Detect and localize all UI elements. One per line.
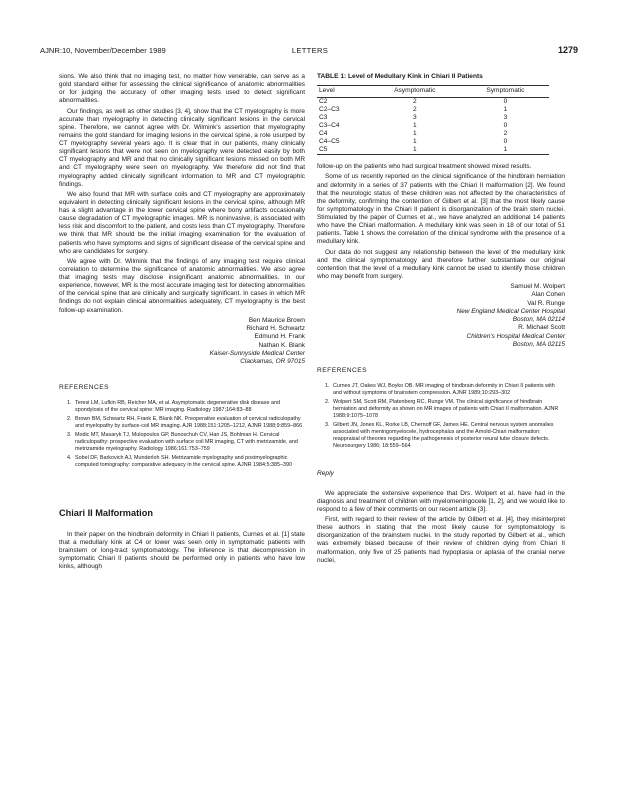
author-name: Val R. Runge — [527, 299, 565, 307]
table-cell: 1 — [462, 146, 549, 155]
table-row — [317, 98, 549, 107]
kink-level-table — [317, 85, 549, 155]
table-caption: TABLE 1: Level of Medullary Kink in Chiari II Patients — [317, 73, 483, 80]
section-title: Chiari II Malformation — [59, 507, 153, 518]
reference-item: 3. Modic MT, Masaryk TJ, Mulopoulos GP, Bunoschuh CV, Han JS, Bohlman H. Cervical radiculopathy: prospective evaluation with surface coil MR imaging, CT with metrizamide, and metrizamide myelography. Radiology 1986;161:753–759 — [73, 432, 305, 453]
body-paragraph: follow-up on the patients who had surgical treatment showed mixed results. — [317, 163, 532, 171]
table-header: Symptomatic — [462, 86, 549, 98]
body-paragraph: Our data do not suggest any relationship between the level of the medullary kink and the clinical symptomatology and therefore further substantiate our original contention that the level of a medullary kink cannot be used to identify those children who may benefit from surgery. — [317, 248, 565, 280]
table-row — [317, 106, 549, 114]
table-header: Level — [317, 86, 368, 98]
body-paragraph: First, with regard to their review of the article by Gilbert et al. [4], they misinterpret these authors in stating that the most likely cause for symptomatology is disorganization of the brainstem nuclei. In the study reported by Gilbert et al., which was extremely biased because of their review of children dying from Chiari II malformation, only five of 25 patients had hypoplasia or aplasia of the cranial nerve nuclei, — [317, 516, 565, 564]
table-cell: 0 — [503, 122, 508, 130]
table-cell: C4–C5 — [319, 138, 340, 146]
running-header-journal: AJNR:10, November/December 1989 — [40, 46, 166, 55]
author-institution: New England Medical Center Hospital — [456, 307, 565, 315]
table-header: Asymptomatic — [368, 86, 462, 98]
table-row — [317, 130, 549, 138]
author-location: Clackamas, OR 97015 — [240, 358, 305, 366]
table-cell: 2 — [412, 106, 417, 114]
references-heading: REFERENCES — [59, 384, 110, 392]
author-institution: Kaiser-Sunnyside Medical Center — [209, 349, 305, 357]
author-name: Alan Cohen — [531, 291, 565, 299]
author-name: Nathan K. Blank — [258, 341, 305, 349]
table-cell: 1 — [412, 122, 417, 130]
table-cell: C2–C3 — [319, 106, 340, 114]
body-paragraph: Our findings, as well as other studies [3, 4], show that the CT myelography is more accurate than myelography in detecting clinically significant lesions in the cervical spine. Therefore, we cannot agree with Dr. Wilmink's assertion that myelography remains the gold standard for imaging lesions in the cervical spine, a role usurped by CT myelography several years ago. It is clear that in our patients, many clinically significant lesions that were not seen on myelography were detected easily by both CT myelography and MR and that no clinically significant lesions missed on both MR and CT myelography were seen on myelography. We therefore did not find that myelography added clinically significant information to MR and CT myelographic findings. — [59, 107, 305, 188]
table-cell: 0 — [503, 98, 508, 106]
author-institution: Children's Hospital Medical Center — [466, 332, 565, 340]
table-row — [317, 146, 549, 155]
reply-label: Reply — [317, 469, 334, 477]
body-paragraph: We also found that MR with surface coils and CT myelography are approximately equivalent in detecting clinically significant lesions in the cervical spine, although MR has a slight advantage in the lower cervical spine where bony artifacts occasionally cause degradation of CT myelographic images. MR is noninvasive, is associated with less risk and discomfort to the patient, and costs less than CT myelography. Therefore we think that MR should be the initial imaging examination for the evaluation of patients who have symptoms and signs of significant disease of the cervical spine and who are candidates for surgery. — [59, 190, 305, 255]
reference-item: 1. Teresi LM, Lufkin RB, Reicher MA, et al. Asymptomatic degenerative disk disease and spondylosis of the cervical spine: MR imaging. Radiology 1987;164:83–88 — [73, 400, 305, 414]
body-paragraph: Some of us recently reported on the clinical significance of the hindbrain herniation and deformity in a series of 37 patients with the Chiari II malformation [2]. We found that the neurologic status of these children was not affected by the characteristics of the deformity, confirming the contention of Gilbert et al. [3] that the most likely cause for symptomatology in the Chiari II patient is disorganization of the brain stem nuclei. Stimulated by the paper of Curnes et al., we have analyzed an additional 14 patients who have the Chiari malformation. A medullary kink was seen in 18 of our total of 51 patients. Table 1 shows the correlation of the clinical syndrome with the presence of a medullary kink. — [317, 173, 565, 246]
body-paragraph: We agree with Dr. Wilmink that the findings of any imaging test require clinical correlation to determine the significance of anatomic abnormalities. We also agree that imaging tests may disclose insignificant anatomic abnormalities. In our experience, however, MR is the most accurate imaging test for detecting abnormalities of the cervical spine that are clinically and surgically significant. In cases in which MR findings do not explain clinical abnormalities adequately, CT myelography is the best follow-up examination. — [59, 257, 305, 314]
right-column — [317, 73, 565, 567]
reference-item: 1. Curnes JT, Oakes WJ, Boyko OB. MR imaging of hindbrain deformity in Chiari II patients with and without symptoms of brainstem compression. AJNR 1989;10:293–302 — [331, 383, 565, 397]
body-paragraph: In their paper on the hindbrain deformity in Chiari II patients, Curnes et al. [1] state that a medullary kink at C4 or lower was seen only in symptomatic patients with brainstem or long-tract symptomatology. The inference is that decompression in symptomatic Chiari II patients should be performed only in patients who have low kinks, although — [59, 530, 305, 571]
table-row — [317, 138, 549, 146]
left-column — [59, 73, 305, 573]
reference-item: 3. Gilbert JN, Jones KL, Rorke LB, Chernoff GF, James HE. Central nervous system anomalies associated with meningomyelocele, hydrocephalus and the Arnold-Chiari malformation: reappraisal of theories regarding the pathogenesis of posterior neural tube closure defects. Neurosurgery 1986; 18:559–564 — [331, 422, 565, 450]
page-number: 1279 — [557, 45, 578, 55]
author-location: Boston, MA 02114 — [512, 316, 565, 324]
table-row — [317, 122, 549, 130]
table-cell: C3–C4 — [319, 122, 340, 130]
table-cell: C3 — [319, 114, 328, 122]
table-cell: 1 — [368, 146, 462, 155]
table-cell: C2 — [319, 98, 328, 106]
table-cell: 3 — [503, 114, 508, 122]
table-cell: C5 — [317, 146, 368, 155]
table-cell: C4 — [319, 130, 328, 138]
author-name: Ben Maurice Brown — [248, 316, 305, 324]
table-row — [317, 114, 549, 122]
table-cell: 0 — [503, 138, 508, 146]
table-cell: 1 — [503, 106, 508, 114]
author-name: Richard H. Schwartz — [246, 324, 305, 332]
reference-item: 2. Wolpert SM, Scott RM, Platenberg RC, Runge VM. The clinical significance of hindbrain herniation and deformity as shown on MR images of patients with Chiari II malformation. AJNR 1988;9:1075–1078 — [331, 399, 565, 420]
table-cell: 1 — [412, 130, 417, 138]
author-name: Edmund H. Frank — [254, 333, 305, 341]
table-cell: 2 — [412, 98, 417, 106]
running-header-section: LETTERS — [291, 46, 329, 55]
body-paragraph: We appreciate the extensive experience that Drs. Wolpert et al. have had in the diagnosis and treatment of children with myelomeningocele [1, 2], and we would like to respond to a few of their comments on our recent article [3]. — [317, 489, 565, 513]
author-name: R. Michael Scott — [518, 324, 565, 332]
reference-item: 4. Sobel DF, Barkovich AJ, Munderloh SH. Metrizamide myelography and postmyelographic computed tomography: comparative adequacy in the cervical spine. AJNR 1984;5:385–390 — [73, 455, 305, 469]
reference-item: 2. Brown BM, Schwartz RH, Frank E, Blank NK. Preoperative evaluation of cervical radiculopathy and myelopathy by surface-coil MR imaging. AJR 1988;151:1205–1212, AJNR 1988;9:859–866 — [73, 416, 305, 430]
author-signature — [59, 317, 305, 367]
body-paragraph: sions. We also think that no imaging test, no matter how venerable, can serve as a gold standard either for assessing the clinical significance of anatomic abnormalities or for judging the accuracy of other imaging tests used to detect significant abnormalities. — [59, 73, 305, 105]
table-cell: 3 — [412, 114, 417, 122]
author-location: Boston, MA 02115 — [512, 341, 565, 349]
table-cell: 1 — [412, 138, 417, 146]
reference-list — [317, 383, 565, 450]
reference-list — [59, 400, 305, 469]
author-name: Samuel M. Wolpert — [510, 283, 565, 290]
author-signature — [317, 283, 565, 349]
table-cell: 2 — [503, 130, 508, 138]
references-heading: REFERENCES — [317, 367, 368, 375]
